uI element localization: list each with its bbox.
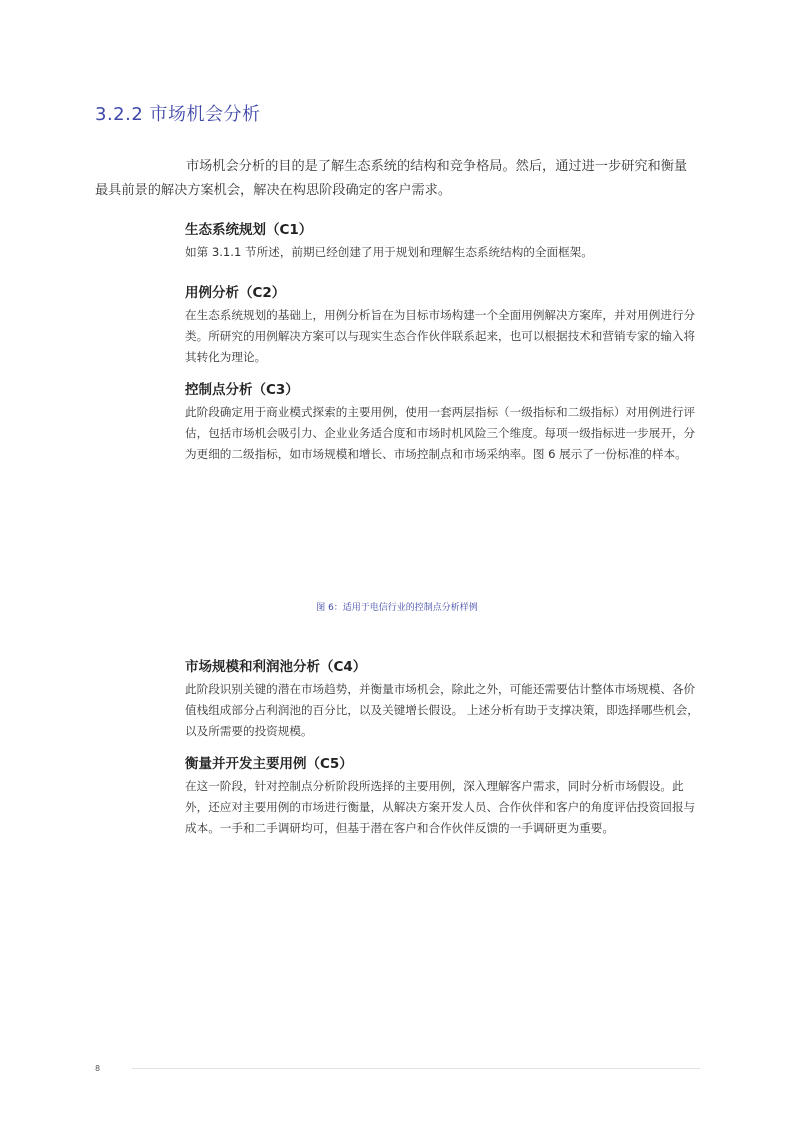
section-title: 3.2.2 市场机会分析 [95,104,261,125]
subsection-body-c3: 此阶段确定用于商业模式探索的主要用例，使用一套两层指标（一级指标和二级指标）对用例进行评估，包括市场机会吸引力、企业业务适合度和市场时机风险三个维度。每项一级指标进一步展开，分为更细的二级指标，如市场规模和增长、市场控制点和市场采纳率。图 6 展示了一份标准的样本。 [185,405,696,461]
subsection-heading-c1: 生态系统规划（C1） [185,222,313,238]
subsection-heading-c2: 用例分析（C2） [185,285,286,301]
subsection-body-c4: 此阶段识别关键的潜在市场趋势，并衡量市场机会，除此之外，可能还需要估计整体市场规模、各价值栈组成部分占利润池的百分比，以及关键增长假设。 上述分析有助于支撑决策，即选择哪些机会，以及所需要的投资规模。 [185,682,699,738]
figure-caption: 图 6：适用于电信行业的控制点分析样例 [316,603,478,613]
subsection-c4 [185,657,703,742]
subsection-body-c5: 在这一阶段，针对控制点分析阶段所选择的主要用例，深入理解客户需求，同时分析市场假设。此外，还应对主要用例的市场进行衡量，从解决方案开发人员、合作伙伴和客户的角度评估投资回报与成本。一手和二手调研均可，但基于潜在客户和合作伙伴反馈的一手调研更为重要。 [185,779,696,835]
subsection-body-c2: 在生态系统规划的基础上，用例分析旨在为目标市场构建一个全面用例解决方案库，并对用例进行分类。所研究的用例解决方案可以与现实生态合作伙伴联系起来，也可以根据技术和营销专家的输入将其转化为理论。 [185,308,696,364]
page-number: 8 [95,1064,101,1073]
subsection-heading-c4: 市场规模和利润池分析（C4） [185,659,367,675]
subsection-c3 [185,380,703,465]
subsection-c2 [185,283,703,368]
subsection-c5 [185,754,703,839]
figure-placeholder [185,470,703,600]
subsection-body-c1: 如第 3.1.1 节所述，前期已经创建了用于规划和理解生态系统结构的全面框架。 [185,245,593,259]
footer-divider [132,1068,700,1069]
intro-paragraph: 市场机会分析的目的是了解生态系统的结构和竞争格局。然后，通过进一步研究和衡量最具前景的解决方案机会，解决在构思阶段确定的客户需求。 [95,159,688,198]
subsection-heading-c5: 衡量并开发主要用例（C5） [185,756,353,772]
subsection-c1 [185,220,703,263]
subsection-heading-c3: 控制点分析（C3） [185,382,299,398]
